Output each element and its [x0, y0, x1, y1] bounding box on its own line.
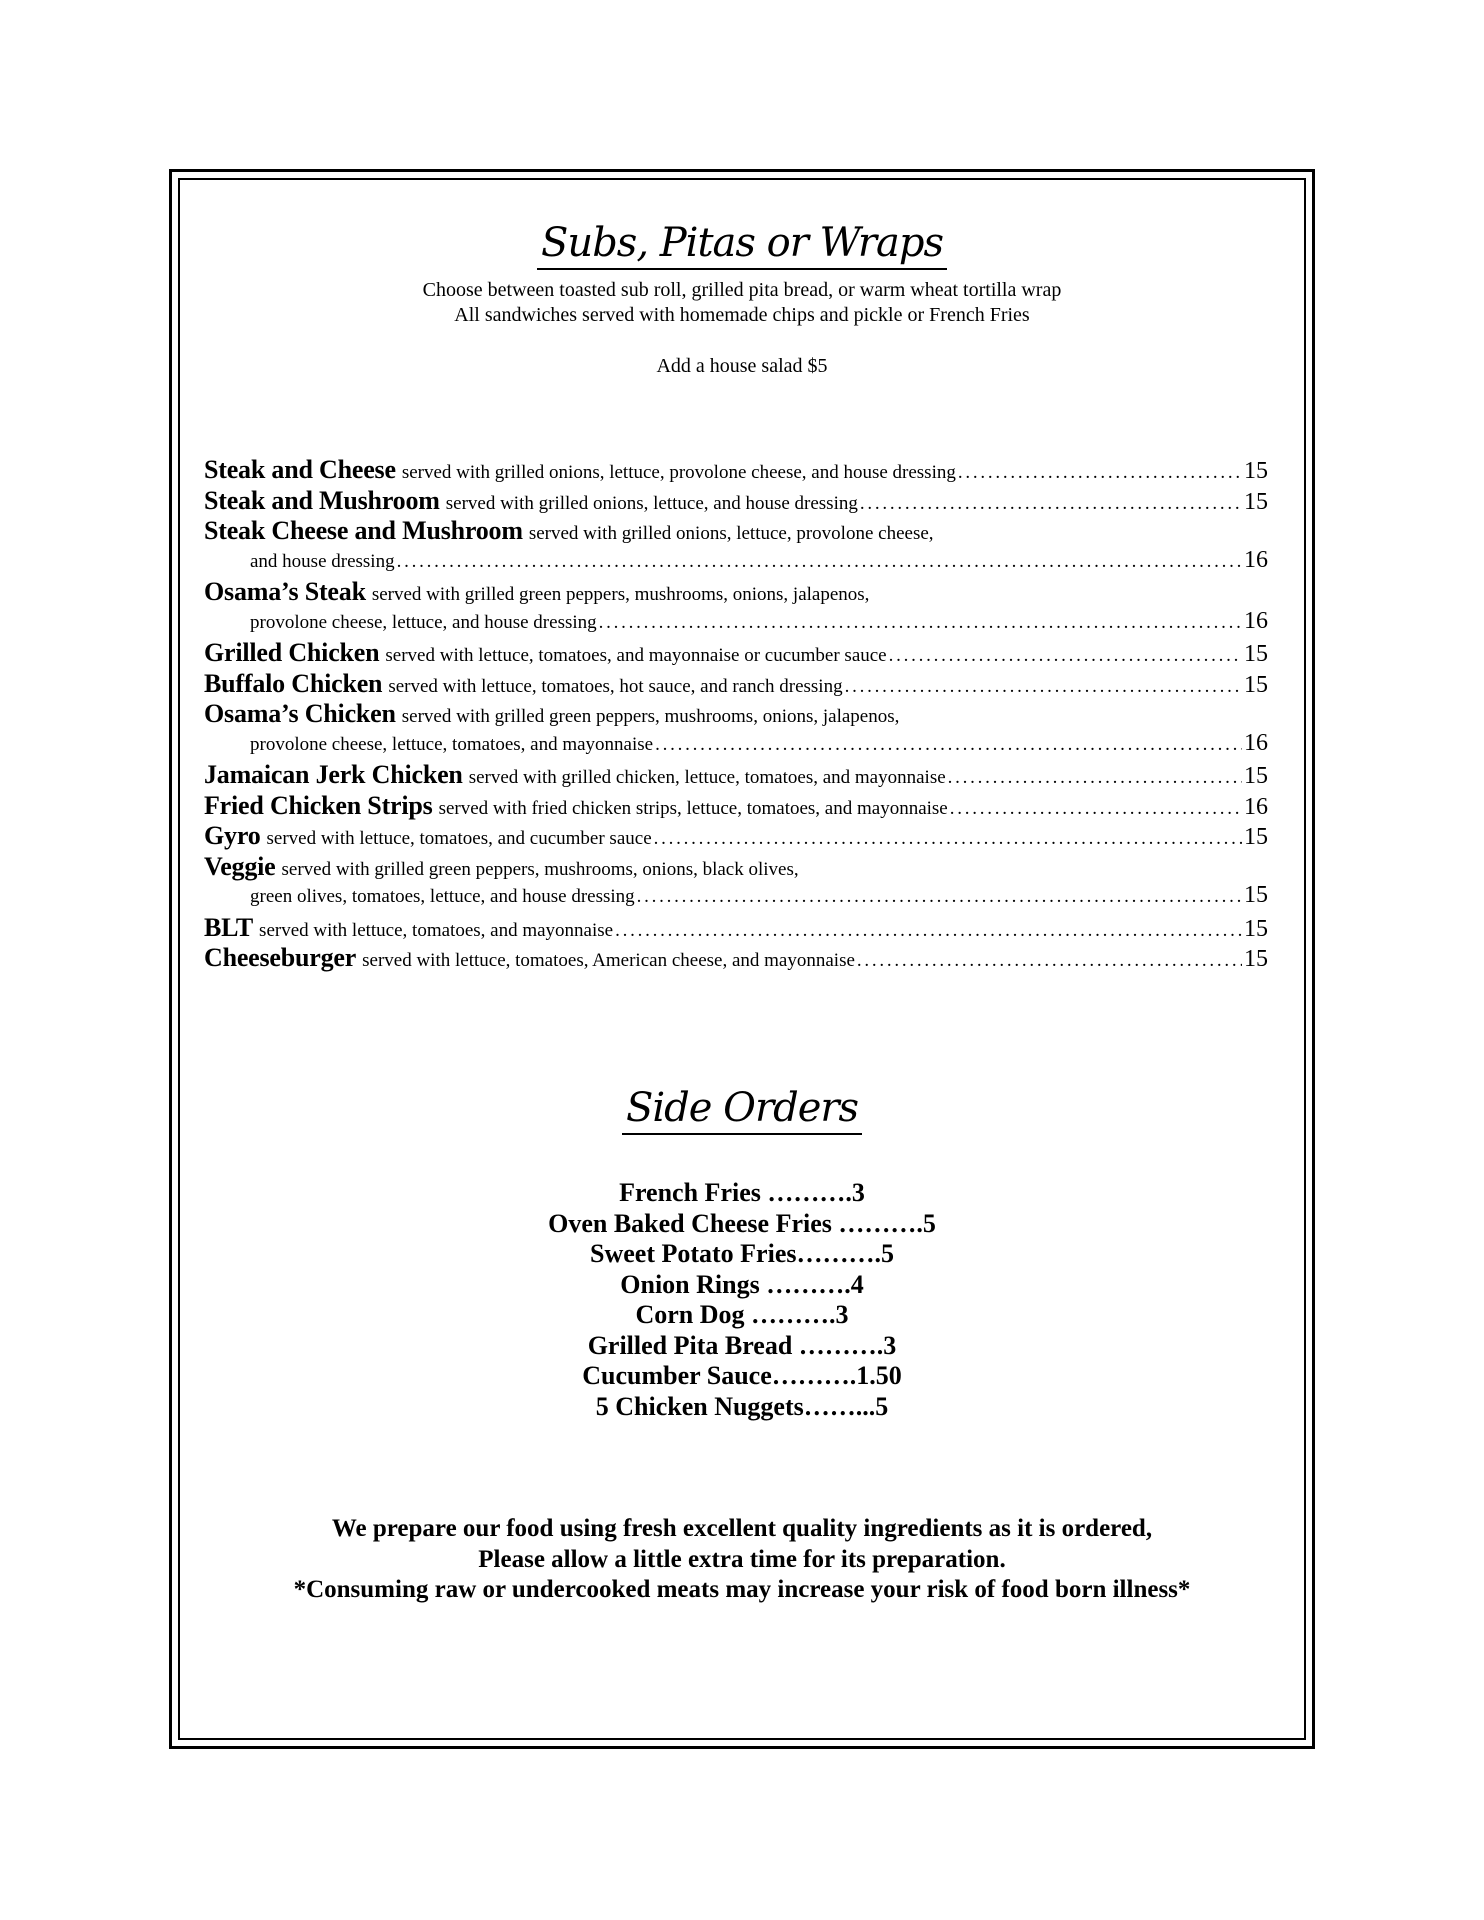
sides-title-text: Side Orders [622, 1085, 862, 1135]
menu-item-name: Gyro [204, 821, 261, 850]
menu-item-price: 15 [1244, 915, 1268, 942]
menu-item-name: Fried Chicken Strips [204, 790, 433, 820]
menu-item-description: served with grilled onions, lettuce, and house dressing [445, 492, 858, 514]
dot-leader [615, 920, 1242, 942]
menu-item-price: 15 [1244, 824, 1268, 850]
menu-item-name: Grilled Chicken [204, 638, 380, 667]
side-order-item: French Fries ……….3 [619, 1178, 865, 1207]
footer-note [180, 1514, 1304, 1606]
dot-leader [860, 493, 1242, 515]
dot-leader [958, 462, 1242, 484]
dot-leader [950, 798, 1242, 820]
menu-item-name: Osama’s Steak [204, 577, 366, 606]
menu-page [180, 180, 1304, 1738]
menu-item-name: BLT [204, 912, 254, 942]
side-order-item: Cucumber Sauce……….1.50 [582, 1361, 902, 1390]
menu-item-name: Steak and Cheese [204, 455, 396, 484]
menu-item-description-continued: provolone cheese, lettuce, tomatoes, and mayonnaise [250, 733, 654, 755]
menu-item-row [204, 577, 1268, 608]
menu-item-description: served with grilled green peppers, mushrooms, onions, jalapenos, [371, 584, 870, 605]
dot-leader [397, 551, 1242, 573]
menu-item-row [204, 486, 1268, 517]
dot-leader [845, 676, 1242, 698]
subs-item-list [204, 455, 1268, 974]
menu-item-price: 15 [1244, 882, 1268, 908]
footer-line-3: *Consuming raw or undercooked meats may increase your risk of food born illness* [293, 1576, 1191, 1603]
menu-item-row [204, 821, 1268, 852]
side-order-item: Sweet Potato Fries……….5 [590, 1239, 894, 1268]
dot-leader [599, 612, 1242, 634]
menu-item-description: served with grilled onions, lettuce, provolone cheese, [528, 523, 934, 544]
menu-item-description-continued: and house dressing [250, 550, 395, 572]
menu-item-row [204, 943, 1268, 974]
side-order-item: Onion Rings ……….4 [620, 1269, 864, 1299]
sides-section-title [180, 1085, 1304, 1131]
menu-item-description-continued: provolone cheese, lettuce, and house dressing [250, 611, 597, 633]
intro-line-2: All sandwiches served with homemade chips and pickle or French Fries [454, 304, 1030, 326]
dot-leader [889, 645, 1242, 667]
menu-item-description: served with fried chicken strips, lettuce, tomatoes, and mayonnaise [438, 797, 948, 819]
subs-section-title [180, 220, 1304, 266]
menu-item-row [204, 852, 1268, 883]
menu-item-price: 15 [1244, 641, 1268, 667]
menu-item-price: 16 [1244, 607, 1268, 634]
menu-item-row [204, 669, 1268, 700]
menu-item-row-continued [204, 608, 1268, 639]
menu-item-description: served with grilled onions, lettuce, provolone cheese, and house dressing [401, 462, 956, 483]
menu-item-name: Buffalo Chicken [204, 668, 383, 698]
menu-item-name: Steak Cheese and Mushroom [204, 516, 523, 545]
menu-item-price: 16 [1244, 793, 1268, 820]
menu-item-price: 15 [1244, 763, 1268, 789]
menu-item-description: served with lettuce, tomatoes, hot sauce, and ranch dressing [388, 675, 843, 697]
menu-item-row-continued [204, 547, 1268, 578]
menu-item-name: Veggie [204, 851, 276, 881]
side-order-item: Oven Baked Cheese Fries ……….5 [548, 1208, 936, 1238]
menu-item-row [204, 760, 1268, 791]
footer-line-1: We prepare our food using fresh excellent quality ingredients as it is ordered, [331, 1515, 1153, 1542]
dot-leader [655, 734, 1242, 756]
dot-leader [948, 767, 1242, 789]
menu-item-name: Steak and Mushroom [204, 485, 440, 515]
side-order-item: Grilled Pita Bread ……….3 [587, 1330, 897, 1360]
menu-item-description: served with lettuce, tomatoes, American cheese, and mayonnaise [362, 950, 855, 971]
menu-item-description: served with grilled green peppers, mushrooms, onions, jalapenos, [401, 706, 900, 727]
subs-intro [180, 278, 1304, 328]
menu-item-row [204, 699, 1268, 730]
menu-item-description: served with lettuce, tomatoes, and mayonnaise or cucumber sauce [385, 645, 887, 666]
footer-line-2: Please allow a little extra time for its preparation. [478, 1545, 1006, 1573]
menu-item-name: Osama’s Chicken [204, 699, 396, 728]
menu-item-price: 15 [1244, 488, 1268, 515]
menu-item-name: Cheeseburger [204, 943, 357, 972]
menu-item-description-continued: green olives, tomatoes, lettuce, and house dressing [250, 886, 635, 907]
menu-item-row [204, 638, 1268, 669]
side-orders-list [180, 1178, 1304, 1422]
intro-line-1: Choose between toasted sub roll, grilled pita bread, or warm wheat tortilla wrap [422, 279, 1062, 301]
dot-leader [637, 886, 1242, 908]
menu-item-row [204, 455, 1268, 486]
menu-item-row [204, 913, 1268, 944]
menu-item-price: 15 [1244, 946, 1268, 972]
menu-item-price: 16 [1244, 729, 1268, 756]
dot-leader [857, 950, 1242, 972]
menu-item-row-continued [204, 882, 1268, 913]
menu-item-row-continued [204, 730, 1268, 761]
house-salad-addon: Add a house salad $5 [656, 355, 828, 377]
menu-item-price: 15 [1244, 671, 1268, 698]
menu-item-price: 16 [1244, 546, 1268, 573]
menu-item-name: Jamaican Jerk Chicken [204, 760, 463, 789]
menu-item-description: served with lettuce, tomatoes, and cucumber sauce [266, 828, 652, 849]
menu-item-row [204, 791, 1268, 822]
subs-title-text: Subs, Pitas or Wraps [537, 220, 947, 270]
menu-item-description: served with lettuce, tomatoes, and mayonnaise [259, 919, 614, 941]
side-order-item: Corn Dog ……….3 [635, 1300, 849, 1329]
menu-item-row [204, 516, 1268, 547]
menu-item-description: served with grilled green peppers, mushrooms, onions, black olives, [281, 858, 799, 880]
dot-leader [654, 828, 1242, 850]
menu-item-description: served with grilled chicken, lettuce, tomatoes, and mayonnaise [468, 767, 946, 788]
side-order-item: 5 Chicken Nuggets……...5 [595, 1391, 889, 1421]
menu-item-price: 15 [1244, 458, 1268, 484]
